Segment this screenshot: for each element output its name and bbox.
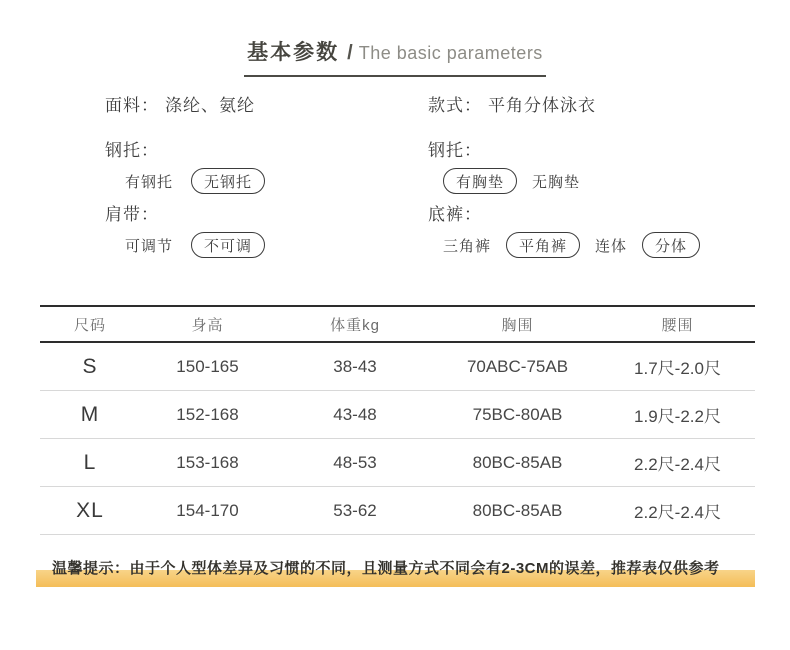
size-table <box>40 305 755 535</box>
fabric-line <box>105 96 405 116</box>
cell-size: L <box>83 450 97 474</box>
option-no-pad: 无胸垫 <box>532 173 581 191</box>
cell-height: 153-168 <box>176 452 239 472</box>
strap-label: 肩带： <box>105 205 159 224</box>
table-row-xl <box>40 487 755 535</box>
cell-weight: 48-53 <box>333 452 377 472</box>
header-height: 身高 <box>191 316 224 334</box>
section-title-underline <box>244 36 546 77</box>
option-brief: 三角裤 <box>443 237 492 255</box>
section-title <box>0 36 790 77</box>
style-value: 平角分体泳衣 <box>488 96 596 115</box>
underwire-label: 钢托： <box>105 141 159 160</box>
bottom-options <box>428 231 768 259</box>
pad-label: 钢托： <box>428 141 482 160</box>
option-two-piece-chip: 分体 <box>642 232 700 258</box>
tip-note <box>36 558 755 588</box>
spec-column-left <box>105 96 405 269</box>
cell-bust: 80BC-85AB <box>472 452 563 472</box>
option-no-underwire-chip: 无钢托 <box>191 168 265 194</box>
pad-options <box>428 167 768 195</box>
option-has-underwire: 有钢托 <box>125 173 174 191</box>
cell-weight: 38-43 <box>333 356 377 376</box>
section-title-cn: 基本参数 <box>247 41 340 64</box>
cell-size: M <box>80 402 100 426</box>
strap-options <box>105 231 405 259</box>
cell-waist: 1.9尺-2.2尺 <box>634 407 721 426</box>
style-label: 款式： <box>428 96 482 115</box>
style-line <box>428 96 768 116</box>
cell-size: XL <box>76 498 104 522</box>
cell-bust: 75BC-80AB <box>472 404 563 424</box>
section-title-en: The basic parameters <box>358 43 543 63</box>
size-table-header <box>40 305 755 343</box>
underwire-options <box>105 167 405 195</box>
cell-waist: 2.2尺-2.4尺 <box>634 503 721 522</box>
tip-text: 温馨提示：由于个人型体差异及习惯的不同，且测量方式不同会有2-3CM的误差，推荐表仅供参考 <box>52 560 720 577</box>
cell-weight: 53-62 <box>333 500 377 520</box>
cell-size: S <box>82 354 98 378</box>
fabric-value: 涤纶、氨纶 <box>165 96 255 115</box>
cell-weight: 43-48 <box>333 404 377 424</box>
cell-height: 154-170 <box>176 500 239 520</box>
header-size: 尺码 <box>73 316 106 334</box>
header-weight: 体重kg <box>330 316 380 334</box>
option-non-adjustable-chip: 不可调 <box>191 232 265 258</box>
cell-waist: 2.2尺-2.4尺 <box>634 455 721 474</box>
table-row-s <box>40 343 755 391</box>
option-adjustable: 可调节 <box>125 237 174 255</box>
cell-height: 150-165 <box>176 356 239 376</box>
cell-height: 152-168 <box>176 404 239 424</box>
cell-bust: 70ABC-75AB <box>466 356 569 376</box>
section-title-separator: / <box>347 42 353 64</box>
bottom-label: 底裤： <box>428 205 482 224</box>
header-waist: 腰围 <box>661 316 694 334</box>
option-one-piece: 连体 <box>595 237 628 255</box>
cell-bust: 80BC-85AB <box>472 500 563 520</box>
option-has-pad-chip: 有胸垫 <box>443 168 517 194</box>
spec-column-right <box>428 96 768 269</box>
option-boyshort-chip: 平角裤 <box>506 232 580 258</box>
fabric-label: 面料： <box>105 96 159 115</box>
cell-waist: 1.7尺-2.0尺 <box>634 359 721 378</box>
header-bust: 胸围 <box>501 316 534 334</box>
table-row-l <box>40 439 755 487</box>
table-row-m <box>40 391 755 439</box>
